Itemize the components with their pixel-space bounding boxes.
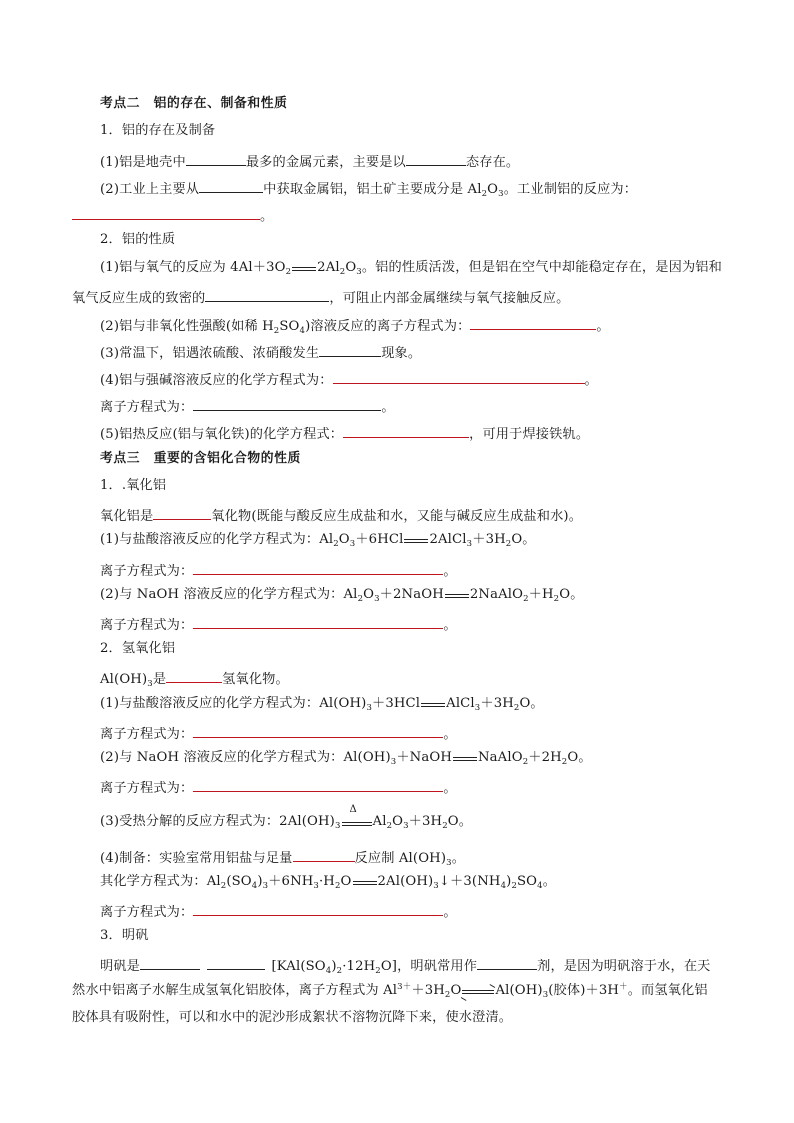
section-2-heading: 考点二 铝的存在、制备和性质 [100, 96, 288, 111]
text-line: 离子方程式为： 。 [100, 560, 457, 580]
reversible-arrow-icon [461, 983, 495, 999]
text-line: (2)与 NaOH 溶液反应的化学方程式为：$Al_2O_3+2NaOH$ $2NaAlO_2+H_2O$。 [100, 587, 584, 604]
text-line: 其化学方程式为：$Al_2(SO_4)_3+6NH_3\cdot H_2O$ $2Al(OH)_3↓+3(NH_4)_2SO_4$。 [100, 874, 557, 891]
text-line: (4)铝与强碱溶液反应的化学方程式为： 。 [100, 369, 598, 389]
equals-sign-icon [444, 587, 470, 603]
text-line: (1)铝与氧气的反应为 $4Al+3O_2$ $2Al_2O_3$。铝的性质活泼，但是铝在空气中却能稳定存在，是因为铝和 [100, 260, 722, 277]
text-line: 然水中铝离子水解生成氢氧化铝胶体，离子方程式为 $Al^{3+}+3H_2O$ $Al(OH)_3$(胶体)＋3H＋。而氢氧化铝 [72, 982, 708, 1000]
text-line: $Al(OH)_3$是 氢氧化物。 [100, 668, 289, 688]
text-line: 离子方程式为： 。 [100, 614, 457, 634]
text-line: 明矾是 $[KAl(SO_4)_2\cdot 12H_2O]$，明矾常用作 剂，是因为明矾溶于水，在天 [100, 955, 711, 975]
equals-sign-icon [452, 750, 478, 766]
text-line: (4)制备：实验室常用铝盐与足量 反应制 $Al(OH)_3$。 [100, 847, 465, 867]
text-line: (2)铝与非氧化性强酸(如稀 $H_2SO_4$)溶液反应的离子方程式为： 。 [100, 315, 610, 335]
answer-blank[interactable] [333, 369, 585, 384]
text-line: 氧化铝是 氧化物(既能与酸反应生成盐和水，又能与碱反应生成盐和水)。 [100, 505, 582, 525]
text-line: (1)铝是地壳中 最多的金属元素，主要是以 态存在。 [100, 151, 519, 171]
item-2-title: 2．铝的性质 [100, 232, 176, 247]
answer-blank[interactable] [193, 614, 443, 629]
text-line: (3)常温下，铝遇浓硫酸、浓硝酸发生 现象。 [100, 342, 421, 362]
fill-blank[interactable] [205, 287, 329, 302]
fill-blank[interactable] [193, 396, 381, 411]
text-line: (1)与盐酸溶液反应的化学方程式为：$Al(OH)_3+3HCl$ $AlCl_3+3H_2O$。 [100, 696, 544, 713]
item-1-title: 1．.氧化铝 [100, 478, 167, 493]
text-line: 氧气反应生成的致密的 ，可阻止内部金属继续与氧气接触反应。 [72, 287, 569, 307]
item-1-title: 1．铝的存在及制备 [100, 123, 216, 138]
fill-blank[interactable] [207, 955, 265, 970]
answer-blank[interactable] [166, 668, 222, 683]
answer-blank[interactable] [193, 777, 443, 792]
answer-blank[interactable] [193, 560, 443, 575]
text-line: (2)工业上主要从 中获取金属铝，铝土矿主要成分是 $Al_2O_3$。工业制铝的反应为： [100, 178, 637, 198]
item-2-title: 2．氢氧化铝 [100, 641, 176, 656]
equals-sign-icon [420, 696, 446, 712]
text-line: 离子方程式为： 。 [100, 901, 457, 921]
fill-blank[interactable] [140, 955, 200, 970]
fill-blank[interactable] [477, 955, 537, 970]
heating-condition-icon: Δ [341, 814, 373, 830]
item-3-title: 3．明矾 [100, 928, 149, 943]
text-line: (2)与 NaOH 溶液反应的化学方程式为：$Al(OH)_3+NaOH$ $NaAlO_2+2H_2O$。 [100, 750, 592, 767]
text-line: 离子方程式为： 。 [100, 723, 457, 743]
answer-blank[interactable] [193, 901, 443, 916]
fill-blank[interactable] [319, 342, 381, 357]
answer-blank[interactable] [72, 205, 260, 220]
text-line: 胶体具有吸附性，可以和水中的泥沙形成絮状不溶物沉降下来，使水澄清。 [72, 1010, 513, 1025]
text-line: (5)铝热反应(铝与氧化铁)的化学方程式： ，可用于焊接铁轨。 [100, 423, 589, 443]
answer-blank[interactable] [193, 723, 443, 738]
text-line: 。 [72, 205, 273, 225]
text-line: 离子方程式为： 。 [100, 396, 395, 416]
answer-blank[interactable] [153, 505, 211, 520]
text-line: 离子方程式为： 。 [100, 777, 457, 797]
text-line: (3)受热分解的反应方程式为：$2Al(OH)_3$ Δ $Al_2O_3+3H_2O$。 [100, 804, 473, 831]
equals-sign-icon [403, 532, 429, 548]
fill-blank[interactable] [406, 151, 466, 166]
text-line: (1)与盐酸溶液反应的化学方程式为：$Al_2O_3+6HCl$ $2AlCl_3+3H_2O$。 [100, 532, 536, 549]
fill-blank[interactable] [199, 178, 263, 193]
answer-blank[interactable] [293, 847, 355, 862]
section-3-heading: 考点三 重要的含铝化合物的性质 [100, 451, 301, 466]
fill-blank[interactable] [186, 151, 246, 166]
equals-sign-icon [291, 260, 317, 276]
equals-sign-icon [352, 874, 378, 890]
answer-blank[interactable] [343, 423, 469, 438]
answer-blank[interactable] [470, 315, 596, 330]
